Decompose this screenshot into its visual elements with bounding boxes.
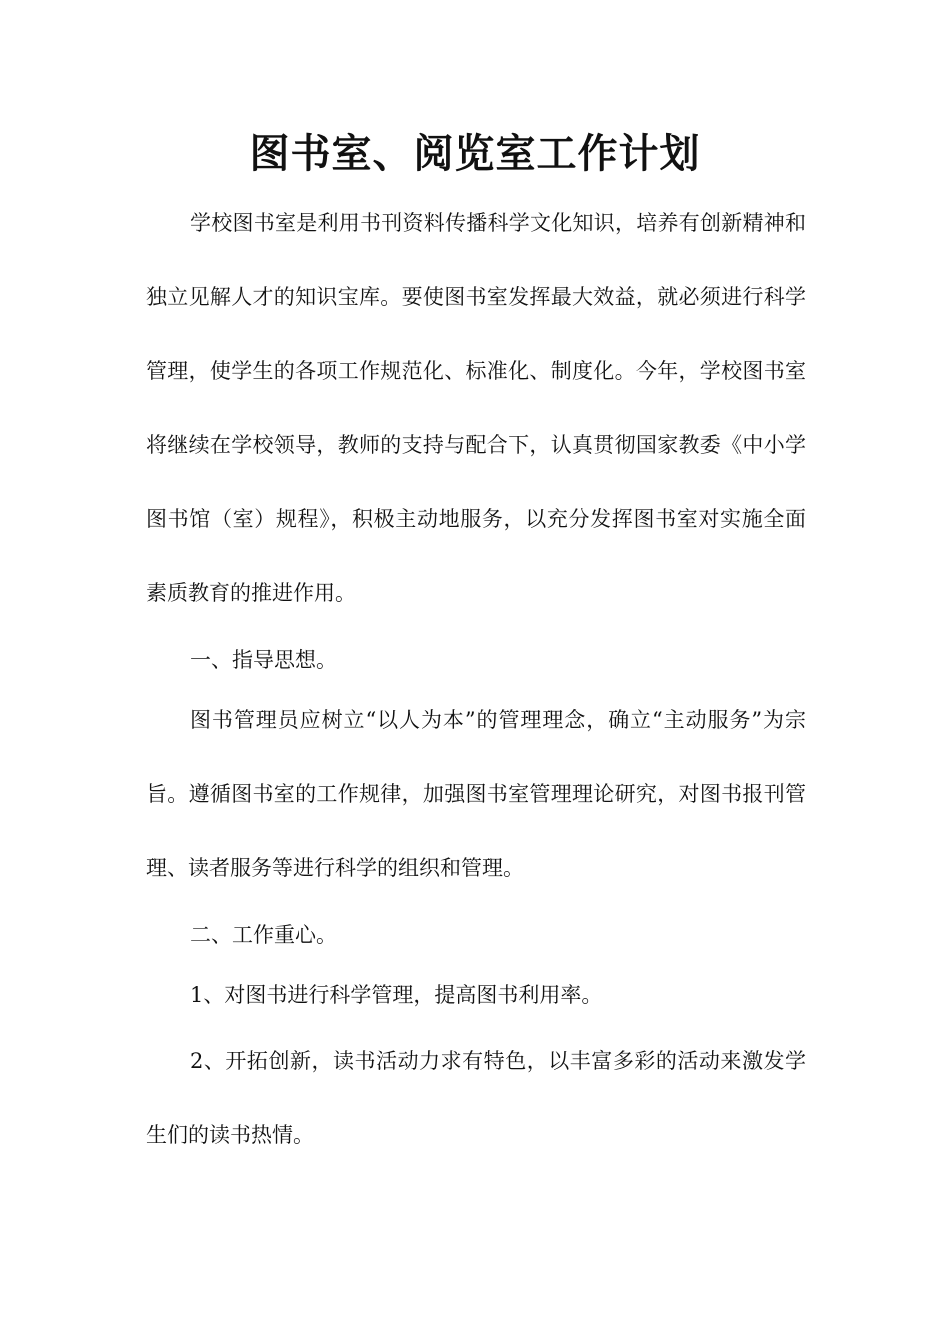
section-heading-work-focus: 二、工作重心。 — [190, 923, 337, 947]
section-heading-guiding-ideology: 一、指导思想。 — [190, 648, 337, 672]
document-title: 图书室、阅览室工作计划 — [249, 130, 701, 177]
work-focus-item-1: 1、对图书进行科学管理，提高图书利用率。 — [190, 983, 603, 1007]
work-focus-item-2: 2、开拓创新，读书活动力求有特色，以丰富多彩的活动来激发学生们的读书热情。 — [146, 1049, 806, 1147]
intro-paragraph: 学校图书室是利用书刊资料传播科学文化知识，培养有创新精神和独立见解人才的知识宝库。要使图书室发挥最大效益，就必须进行科学管理，使学生的各项工作规范化、标准化、制度化。今年，学校图书室将继续在学校领导，教师的支持与配合下，认真贯彻国家教委《中小学图书馆（室）规程》，积极主动地服务，以充分发挥图书室对实施全面素质教育的推进作用。 — [146, 211, 806, 605]
guiding-ideology-paragraph: 图书管理员应树立“以人为本”的管理理念，确立“主动服务”为宗旨。遵循图书室的工作规律，加强图书室管理理论研究，对图书报刊管理、读者服务等进行科学的组织和管理。 — [146, 708, 806, 880]
